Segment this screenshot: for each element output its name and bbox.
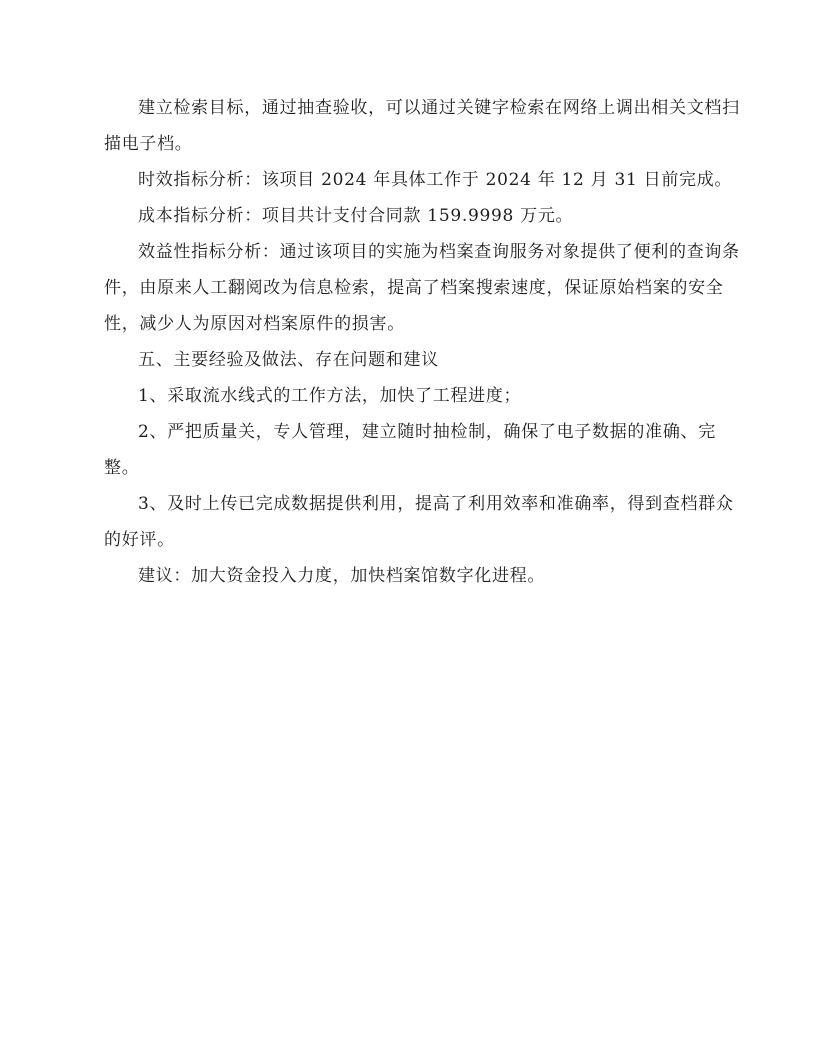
paragraph-cost-indicator: 成本指标分析：项目共计支付合同款 159.9998 万元。 [138, 206, 574, 226]
paragraph-suggestion: 建议：加大资金投入力度，加快档案馆数字化进程。 [138, 566, 546, 586]
list-item-2: 2、严把质量关，专人管理，建立随时抽检制，确保了电子数据的准确、完整。 [104, 422, 716, 478]
list-item-3: 3、及时上传已完成数据提供利用，提高了利用效率和准确率，得到查档群众的好评。 [104, 494, 734, 550]
paragraph-retrieval-target: 建立检索目标，通过抽查验收，可以通过关键字检索在网络上调出相关文档扫描电子档。 [104, 98, 740, 154]
paragraph-timeliness-indicator: 时效指标分析：该项目 2024 年具体工作于 2024 年 12 月 31 日前完成。 [138, 170, 733, 190]
paragraph-benefit-indicator: 效益性指标分析：通过该项目的实施为档案查询服务对象提供了便利的查询条件，由原来人工翻阅改为信息检索，提高了档案搜索速度，保证原始档案的安全性，减少人为原因对档案原件的损害。 [104, 242, 740, 334]
section-heading-experience: 五、主要经验及做法、存在问题和建议 [138, 350, 439, 370]
list-item-1: 1、采取流水线式的工作方法，加快了工程进度； [138, 386, 522, 406]
document-body [104, 90, 744, 594]
